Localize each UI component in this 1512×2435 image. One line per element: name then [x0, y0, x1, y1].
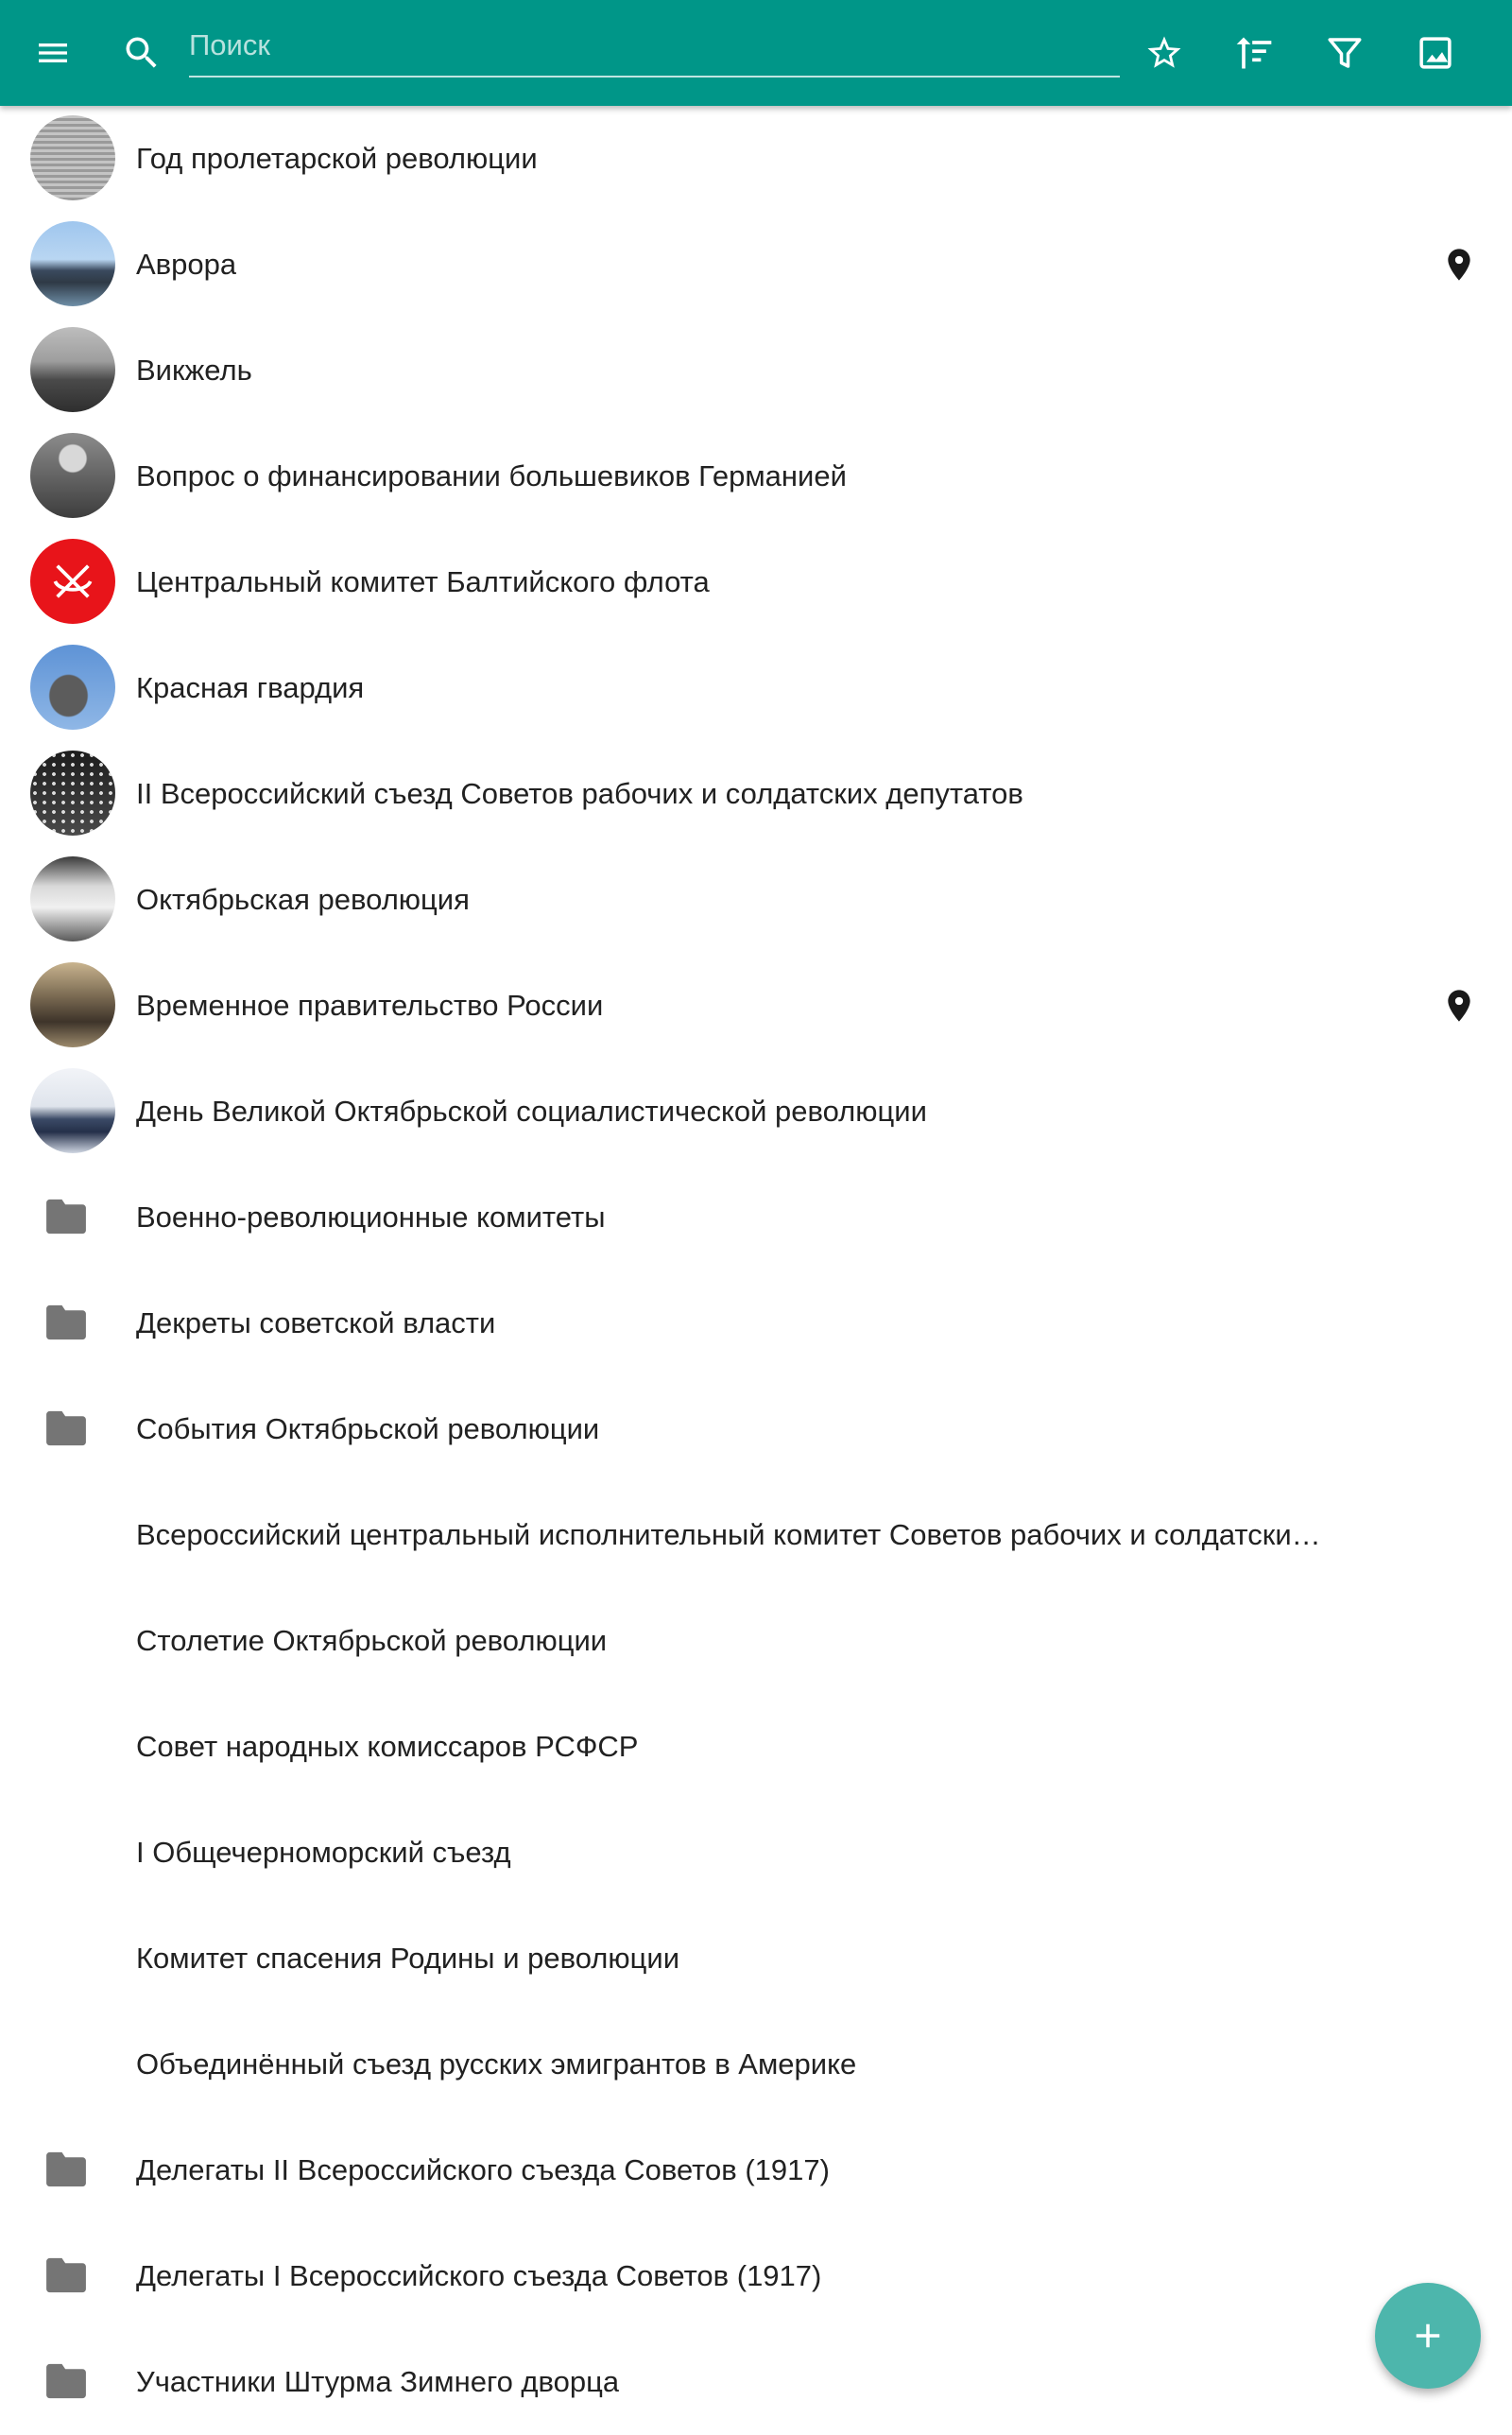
search-icon	[121, 32, 163, 74]
location-pin-icon[interactable]	[1440, 985, 1478, 1027]
list-item[interactable]	[0, 741, 1512, 847]
plus-icon	[1408, 2316, 1448, 2356]
list-item[interactable]	[0, 953, 1512, 1059]
avatar	[30, 539, 115, 624]
search-button[interactable]	[108, 19, 176, 87]
item-label: Участники Штурма Зимнего дворца	[136, 2365, 620, 2398]
list-item[interactable]	[0, 847, 1512, 953]
item-label: Столетие Октябрьской революции	[136, 1624, 608, 1657]
favorites-button[interactable]	[1130, 19, 1198, 87]
filter-button[interactable]	[1311, 19, 1379, 87]
image-icon	[1416, 33, 1455, 73]
avatar	[30, 856, 115, 941]
app-bar	[0, 0, 1512, 106]
list-item[interactable]	[0, 318, 1512, 423]
list-item[interactable]	[0, 212, 1512, 318]
item-label: Красная гвардия	[136, 671, 365, 704]
menu-button[interactable]	[19, 19, 87, 87]
list-item[interactable]	[0, 423, 1512, 529]
list-item[interactable]	[0, 2223, 1512, 2329]
list-item[interactable]	[0, 2329, 1512, 2435]
image-mode-button[interactable]	[1401, 19, 1469, 87]
list-item[interactable]	[0, 2117, 1512, 2223]
list-item[interactable]	[0, 1482, 1512, 1588]
avatar	[30, 1068, 115, 1153]
list-item[interactable]	[0, 1694, 1512, 1800]
item-label: Год пролетарской революции	[136, 142, 538, 175]
add-button[interactable]	[1375, 2283, 1481, 2389]
item-label: I Общечерноморский съезд	[136, 1836, 511, 1869]
category-list	[0, 106, 1512, 2435]
folder-icon	[45, 1409, 87, 1447]
list-item[interactable]	[0, 1270, 1512, 1376]
folder-icon	[45, 2362, 87, 2400]
list-item[interactable]	[0, 1059, 1512, 1165]
avatar	[30, 751, 115, 836]
list-item[interactable]	[0, 1906, 1512, 2012]
item-label: Вопрос о финансировании большевиков Германией	[136, 459, 847, 492]
folder-icon	[45, 1198, 87, 1235]
folder-icon	[45, 2256, 87, 2294]
menu-icon	[34, 34, 72, 72]
filter-icon	[1325, 33, 1365, 73]
avatar	[30, 221, 115, 306]
item-label: Октябрьская революция	[136, 883, 470, 916]
item-label: Декреты советской власти	[136, 1306, 496, 1339]
item-label: Всероссийский центральный исполнительный комитет Советов рабочих и солдатски…	[136, 1518, 1321, 1551]
list-item[interactable]	[0, 635, 1512, 741]
avatar	[30, 327, 115, 412]
item-label: Совет народных комиссаров РСФСР	[136, 1730, 639, 1763]
avatar	[30, 645, 115, 730]
folder-icon	[45, 2150, 87, 2188]
list-item[interactable]	[0, 529, 1512, 635]
item-label: Викжель	[136, 354, 252, 387]
item-label: II Всероссийский съезд Советов рабочих и солдатских депутатов	[136, 777, 1023, 810]
avatar	[30, 433, 115, 518]
item-label: Военно-революционные комитеты	[136, 1200, 606, 1234]
item-label: Временное правительство России	[136, 989, 604, 1022]
item-label: Комитет спасения Родины и революции	[136, 1942, 680, 1975]
folder-icon	[45, 1304, 87, 1341]
sort-icon	[1233, 32, 1275, 74]
location-pin-icon[interactable]	[1440, 244, 1478, 285]
item-label: День Великой Октябрьской социалистической революции	[136, 1095, 927, 1128]
list-item[interactable]	[0, 1588, 1512, 1694]
list-item[interactable]	[0, 1800, 1512, 1906]
list-item[interactable]	[0, 106, 1512, 212]
star-outline-icon	[1144, 33, 1184, 73]
list-item[interactable]	[0, 1165, 1512, 1270]
avatar	[30, 115, 115, 200]
item-label: События Октябрьской революции	[136, 1412, 600, 1445]
item-label: Аврора	[136, 248, 237, 281]
list-item[interactable]	[0, 2012, 1512, 2117]
avatar	[30, 962, 115, 1047]
item-label: Центральный комитет Балтийского флота	[136, 565, 710, 598]
item-label: Объединённый съезд русских эмигрантов в Америке	[136, 2047, 857, 2081]
list-item[interactable]	[0, 1376, 1512, 1482]
sort-button[interactable]	[1220, 19, 1288, 87]
search-field	[189, 17, 1120, 78]
item-label: Делегаты I Всероссийского съезда Советов (1917)	[136, 2259, 822, 2292]
search-input[interactable]	[189, 17, 1120, 74]
item-label: Делегаты II Всероссийского съезда Советов (1917)	[136, 2153, 830, 2186]
